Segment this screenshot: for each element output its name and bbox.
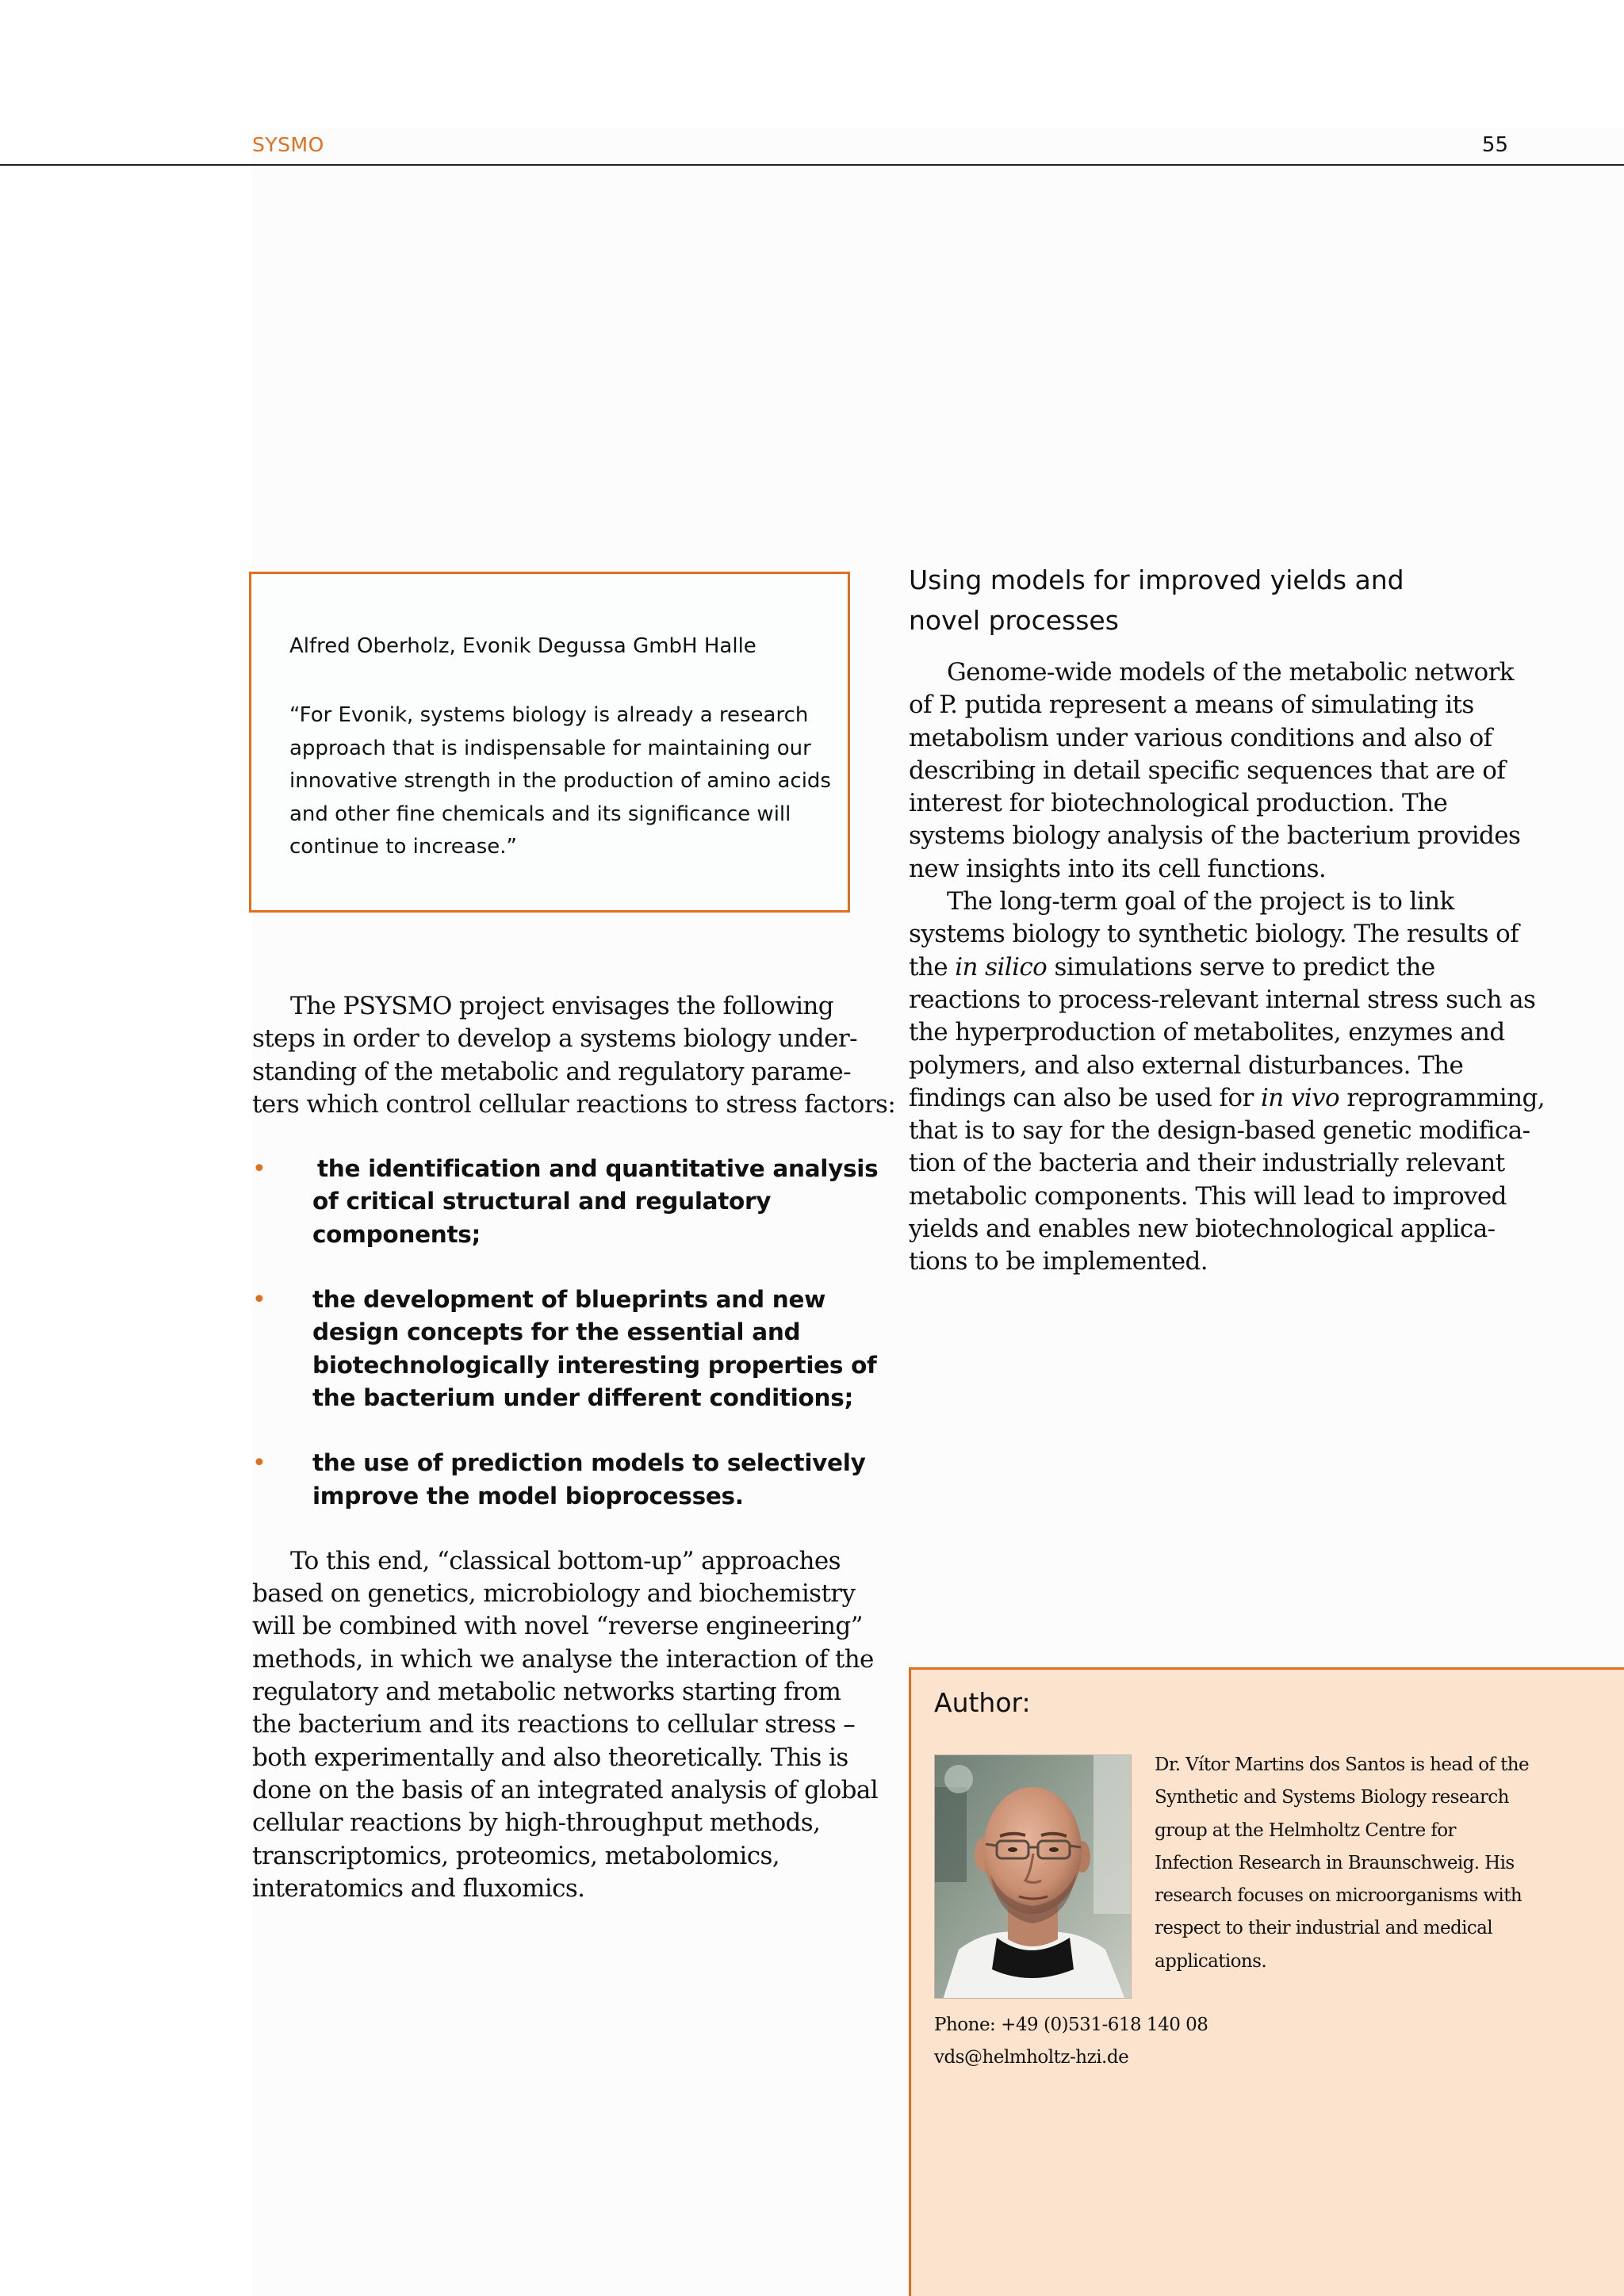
bio-line: group at the Helmholtz Centre for bbox=[1155, 1820, 1456, 1841]
body-line: the bacterium and its reactions to cellular stress – bbox=[252, 1710, 856, 1739]
author-box-title: Author: bbox=[934, 1687, 1031, 1718]
bullet-item bbox=[252, 1153, 879, 1251]
body-line-with-italic bbox=[909, 951, 1511, 984]
quote-line: approach that is indispensable for maintaining our bbox=[289, 736, 811, 760]
portrait-illustration bbox=[935, 1755, 1132, 1999]
body-line: interatomics and fluxomics. bbox=[252, 1873, 585, 1903]
bio-line: Dr. Vítor Martins dos Santos is head of the bbox=[1155, 1755, 1530, 1775]
body-line: new insights into its cell functions. bbox=[909, 854, 1327, 883]
bio-line: respect to their industrial and medical bbox=[1155, 1918, 1492, 1939]
body-line: polymers, and also external disturbances. The bbox=[909, 1050, 1464, 1080]
bullet-item bbox=[252, 1447, 866, 1513]
heading-line: novel processes bbox=[909, 605, 1119, 636]
author-portrait-image bbox=[934, 1755, 1132, 1999]
italic-term: in vivo bbox=[1260, 1083, 1340, 1112]
bullet-marker: • bbox=[252, 1449, 266, 1478]
author-contact bbox=[934, 2009, 1208, 2075]
body-line: will be combined with novel “reverse engineering” bbox=[252, 1612, 863, 1641]
body-line: the hyperproduction of metabolites, enzymes and bbox=[909, 1018, 1505, 1047]
text-run: simulations serve to predict the bbox=[1047, 952, 1435, 982]
body-line-with-italic bbox=[909, 1082, 1545, 1115]
bullet-line: the identification and quantitative analysis bbox=[317, 1155, 879, 1183]
body-line: The PSYSMO project envisages the following bbox=[290, 992, 834, 1020]
header-rule bbox=[0, 164, 1624, 166]
body-line: interest for biotechnological production. The bbox=[909, 789, 1448, 818]
body-line: To this end, “classical bottom-up” approaches bbox=[290, 1546, 841, 1575]
quote-box bbox=[249, 572, 850, 913]
body-line: yields and enables new biotechnological applica- bbox=[909, 1215, 1496, 1244]
author-email[interactable]: vds@helmholtz-hzi.de bbox=[934, 2047, 1129, 2068]
page-number: 55 bbox=[1481, 133, 1508, 157]
bullet-item bbox=[252, 1284, 877, 1414]
intro-paragraph bbox=[252, 990, 896, 1121]
section-heading bbox=[909, 560, 1511, 641]
bullet-line: design concepts for the essential and bbox=[312, 1318, 801, 1346]
right-column bbox=[909, 560, 1545, 1279]
body-line: done on the basis of an integrated analysis of global bbox=[252, 1775, 879, 1804]
bullet-line: biotechnologically interesting properties of bbox=[312, 1351, 877, 1379]
closing-paragraph bbox=[252, 1545, 879, 1905]
author-phone: Phone: +49 (0)531-618 140 08 bbox=[934, 2015, 1208, 2035]
author-bio bbox=[1155, 1749, 1599, 1978]
text-run: the bbox=[909, 952, 956, 982]
body-line: metabolism under various conditions and also of bbox=[909, 723, 1492, 752]
quote-line: continue to increase.” bbox=[289, 835, 518, 859]
bullet-marker: • bbox=[252, 1286, 266, 1314]
body-line: steps in order to develop a systems biology under- bbox=[252, 1024, 857, 1054]
bullet-line: of critical structural and regulatory bbox=[312, 1188, 772, 1215]
bullet-line: components; bbox=[312, 1220, 481, 1248]
text-run: findings can also be used for bbox=[909, 1083, 1261, 1112]
body-line: that is to say for the design-based genetic modifica- bbox=[909, 1116, 1530, 1146]
italic-term: in silico bbox=[955, 952, 1048, 982]
quote-line: “For Evonik, systems biology is already a research bbox=[289, 703, 809, 727]
body-line: both experimentally and also theoretically. This is bbox=[252, 1743, 848, 1772]
body-line: systems biology analysis of the bacterium provides bbox=[909, 821, 1521, 851]
bullet-line: improve the model bioprocesses. bbox=[312, 1482, 744, 1510]
body-line: The long-term goal of the project is to link bbox=[947, 887, 1454, 916]
quote-line: innovative strength in the production of amino acids bbox=[289, 769, 831, 793]
body-line: describing in detail specific sequences that are of bbox=[909, 756, 1506, 785]
quote-text bbox=[289, 699, 837, 864]
bio-line: research focuses on microorganisms with bbox=[1155, 1885, 1522, 1907]
right-body-text bbox=[909, 656, 1545, 1279]
left-column bbox=[252, 990, 896, 1905]
body-line: ters which control cellular reactions to stress factors: bbox=[252, 1089, 896, 1119]
body-line: Genome-wide models of the metabolic network bbox=[947, 658, 1514, 687]
body-line: of P. putida represent a means of simulating its bbox=[909, 691, 1474, 720]
body-line: systems biology to synthetic biology. The results of bbox=[909, 920, 1519, 949]
body-line: standing of the metabolic and regulatory parame- bbox=[252, 1057, 851, 1086]
text-run: reprogramming, bbox=[1339, 1083, 1545, 1112]
body-line: tion of the bacteria and their industrially relevant bbox=[909, 1149, 1505, 1178]
author-box bbox=[909, 1667, 1624, 2296]
bullet-line: the bacterium under different conditions; bbox=[312, 1383, 853, 1411]
heading-line: Using models for improved yields and bbox=[909, 564, 1404, 595]
quote-author: Alfred Oberholz, Evonik Degussa GmbH Halle bbox=[289, 634, 756, 658]
body-line: reactions to process-relevant internal stress such as bbox=[909, 985, 1536, 1014]
body-line: transcriptomics, proteomics, metabolomics, bbox=[252, 1841, 780, 1870]
body-line: tions to be implemented. bbox=[909, 1247, 1208, 1276]
bio-line: applications. bbox=[1155, 1950, 1267, 1972]
body-line: methods, in which we analyse the interaction of the bbox=[252, 1644, 874, 1674]
body-line: metabolic components. This will lead to improved bbox=[909, 1181, 1507, 1211]
bullet-line: the development of blueprints and new bbox=[312, 1286, 826, 1314]
body-line: cellular reactions by high-throughput methods, bbox=[252, 1808, 821, 1838]
bullet-line: the use of prediction models to selectively bbox=[312, 1449, 866, 1477]
quote-line: and other fine chemicals and its significance will bbox=[289, 802, 791, 826]
body-line: regulatory and metabolic networks starting from bbox=[252, 1678, 841, 1707]
bullet-list bbox=[252, 1153, 879, 1513]
bio-line: Synthetic and Systems Biology research bbox=[1155, 1787, 1509, 1808]
bullet-marker: • bbox=[252, 1155, 266, 1184]
body-line: based on genetics, microbiology and biochemistry bbox=[252, 1579, 856, 1609]
running-head: SYSMO bbox=[252, 133, 324, 156]
bio-line: Infection Research in Braunschweig. His bbox=[1155, 1852, 1515, 1873]
